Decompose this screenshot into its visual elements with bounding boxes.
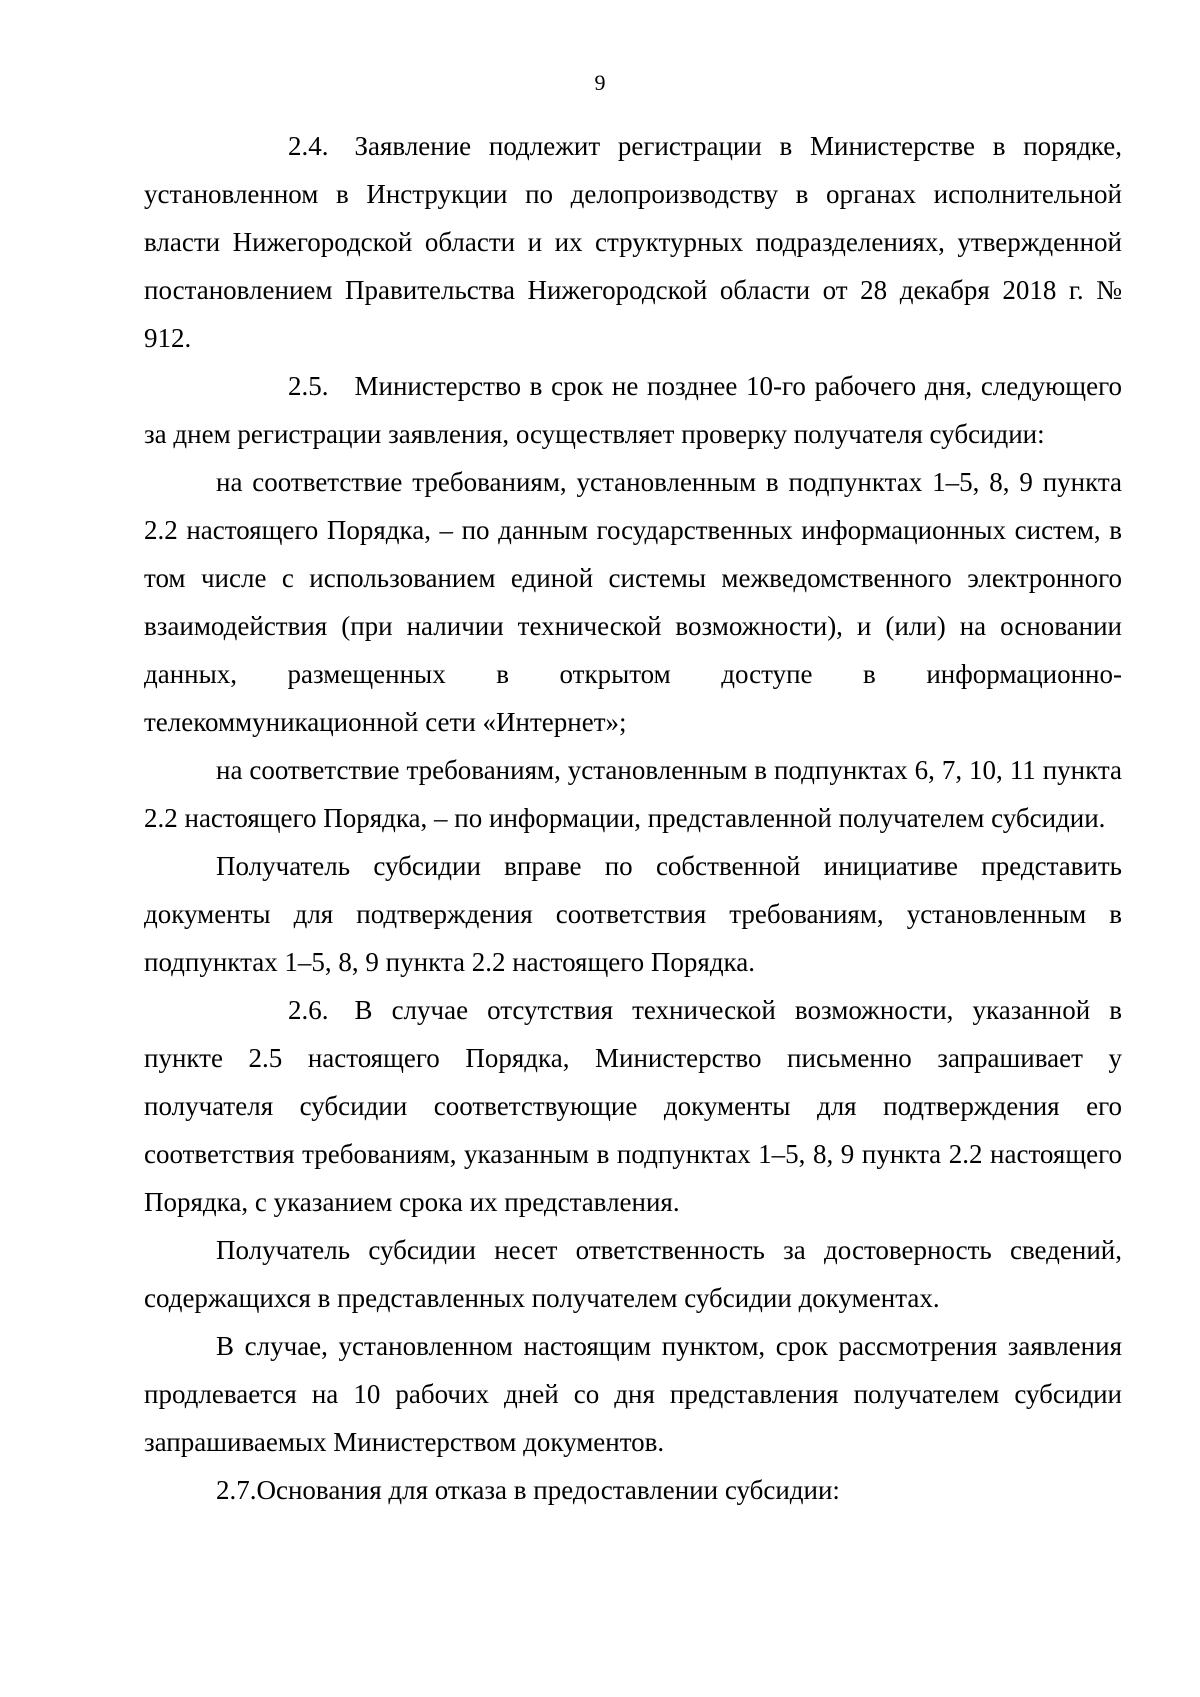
document-body <box>144 122 1122 1514</box>
paragraph-2-5 <box>144 362 1122 458</box>
paragraph-text: В случае отсутствия технической возможности, указанной в пункте 2.5 настоящего Порядка, Министерство письменно запрашивает у получателя субсидии соответствующие документы для подтверждения его соответствия требованиям, указанным в подпунктах 1–5, 8, 9 пункта 2.2 настоящего Порядка, с указанием срока их представления. <box>144 995 1122 1217</box>
paragraph-number: 2.5. <box>288 371 329 401</box>
paragraph-own-initiative: Получатель субсидии вправе по собственной инициативе представить документы для подтверждения соответствия требованиям, установленным в подпунктах 1–5, 8, 9 пункта 2.2 настоящего Порядка. <box>144 851 1122 977</box>
paragraph-text: Министерство в срок не позднее 10-го рабочего дня, следующего за днем регистрации заявления, осуществляет проверку получателя субсидии: <box>144 371 1122 449</box>
paragraph-check-recipient-info: на соответствие требованиям, установленным в подпунктах 6, 7, 10, 11 пункта 2.2 настоящего Порядка, – по информации, представленной получателем субсидии. <box>144 755 1122 833</box>
paragraph-2-6 <box>144 986 1122 1226</box>
paragraph-check-state-systems: на соответствие требованиям, установленным в подпунктах 1–5, 8, 9 пункта 2.2 настоящего Порядка, – по данным государственных информационных систем, в том числе с использованием единой системы межведомственного электронного взаимодействия (при наличии технической возможности), и (или) на основании данных, размещенных в открытом доступе в информационно-телекоммуникационной сети «Интернет»; <box>144 467 1122 737</box>
paragraph-number: 2.4. <box>288 131 329 161</box>
paragraph-term-extension: В случае, установленном настоящим пунктом, срок рассмотрения заявления продлевается на 10 рабочих дней со дня представления получателем субсидии запрашиваемых Министерством документов. <box>144 1331 1122 1457</box>
paragraph-2-7: 2.7.Основания для отказа в предоставлении субсидии: <box>216 1475 840 1505</box>
page-number: 9 <box>594 70 606 95</box>
paragraph-text: Заявление подлежит регистрации в Министерстве в порядке, установленном в Инструкции по делопроизводству в органах исполнительной власти Нижегородской области и их структурных подразделениях, утвержденной постановлением Правительства Нижегородской области от 28 декабря 2018 г. № 912. <box>144 131 1122 353</box>
paragraph-number: 2.6. <box>288 995 329 1025</box>
paragraph-responsibility: Получатель субсидии несет ответственность за достоверность сведений, содержащихся в представленных получателем субсидии документах. <box>144 1235 1122 1313</box>
paragraph-2-4 <box>144 122 1122 362</box>
